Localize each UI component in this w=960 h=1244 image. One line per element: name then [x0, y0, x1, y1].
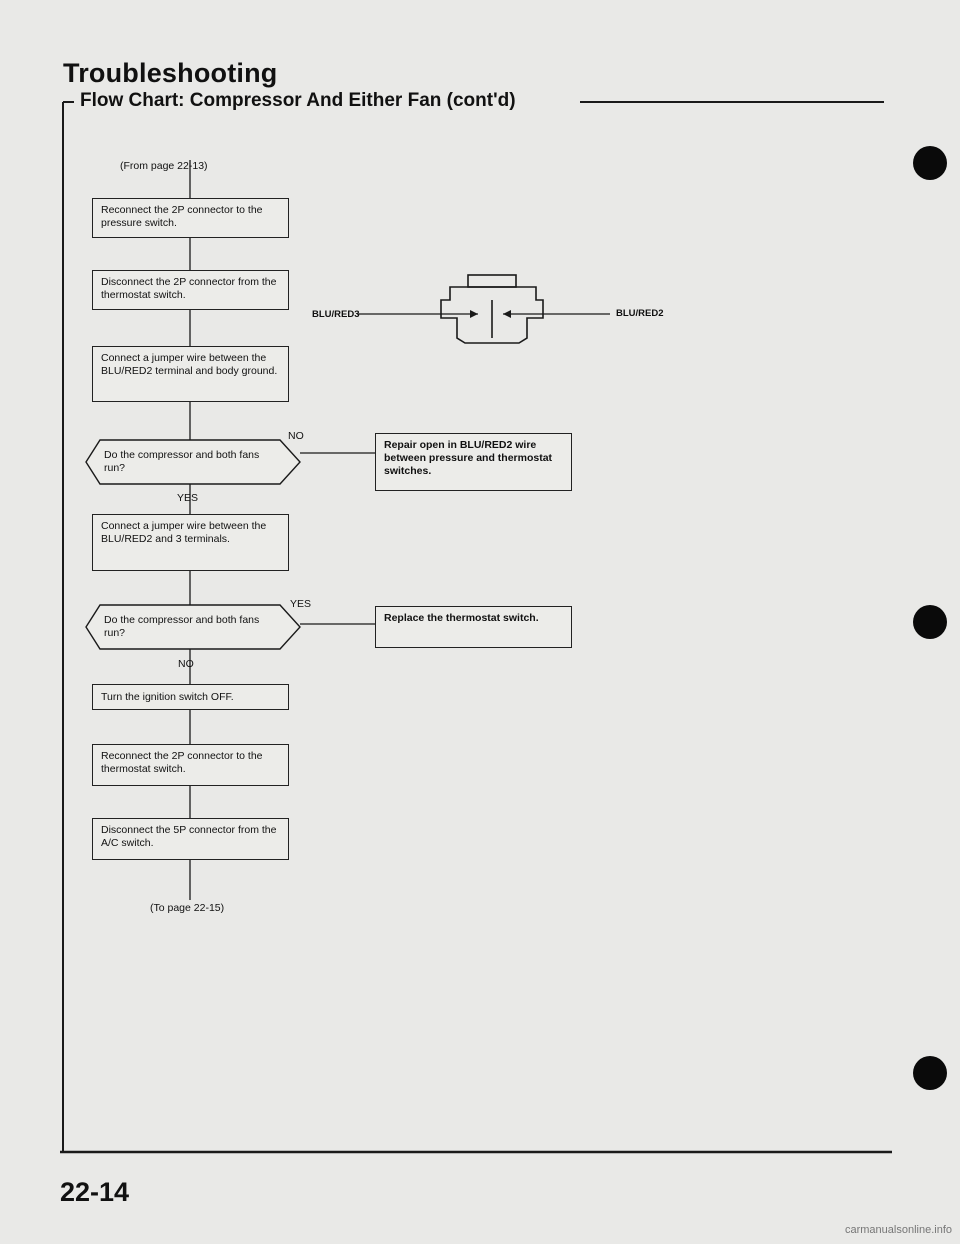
page-number: 22-14	[60, 1177, 130, 1207]
decision-yes-label: YES	[290, 598, 312, 610]
result-repair-open-wire: Repair open in BLU/RED2 wire between pressure and thermostat switches.	[375, 433, 572, 491]
wire-label-left: BLU/RED3	[312, 309, 360, 320]
result-replace-thermostat: Replace the thermostat switch.	[375, 606, 572, 648]
page-title: Troubleshooting	[63, 58, 278, 88]
decision-yes-label: YES	[177, 492, 199, 504]
to-page-reference: (To page 22-15)	[150, 902, 225, 914]
decision-text: Do the compressor and both fans run?	[104, 449, 260, 474]
flow-step-jumper-ground: Connect a jumper wire between the BLU/RED2 terminal and body ground.	[92, 346, 289, 402]
decision-no-label: NO	[178, 658, 194, 670]
decision-compressor-fans-2	[86, 605, 300, 649]
wire-label-right: BLU/RED2	[616, 308, 664, 319]
section-subtitle: Flow Chart: Compressor And Either Fan (cont'd)	[80, 90, 516, 111]
binder-hole	[913, 605, 947, 639]
flow-step-disconnect-thermostat: Disconnect the 2P connector from the thermostat switch.	[92, 270, 289, 310]
flow-step-reconnect-pressure: Reconnect the 2P connector to the pressure switch.	[92, 198, 289, 238]
flow-step-ignition-off: Turn the ignition switch OFF.	[92, 684, 289, 710]
flow-step-reconnect-thermostat: Reconnect the 2P connector to the thermostat switch.	[92, 744, 289, 786]
watermark-footer: carmanualsonline.info	[844, 1224, 952, 1236]
from-page-reference: (From page 22-13)	[120, 160, 208, 172]
decision-no-label: NO	[288, 430, 304, 442]
binder-hole	[913, 146, 947, 180]
flow-step-disconnect-ac-switch: Disconnect the 5P connector from the A/C switch.	[92, 818, 289, 860]
flow-step-jumper-terminals: Connect a jumper wire between the BLU/RED2 and 3 terminals.	[92, 514, 289, 571]
decision-compressor-fans-1	[86, 440, 300, 484]
decision-text: Do the compressor and both fans run?	[104, 614, 260, 639]
binder-hole	[913, 1056, 947, 1090]
